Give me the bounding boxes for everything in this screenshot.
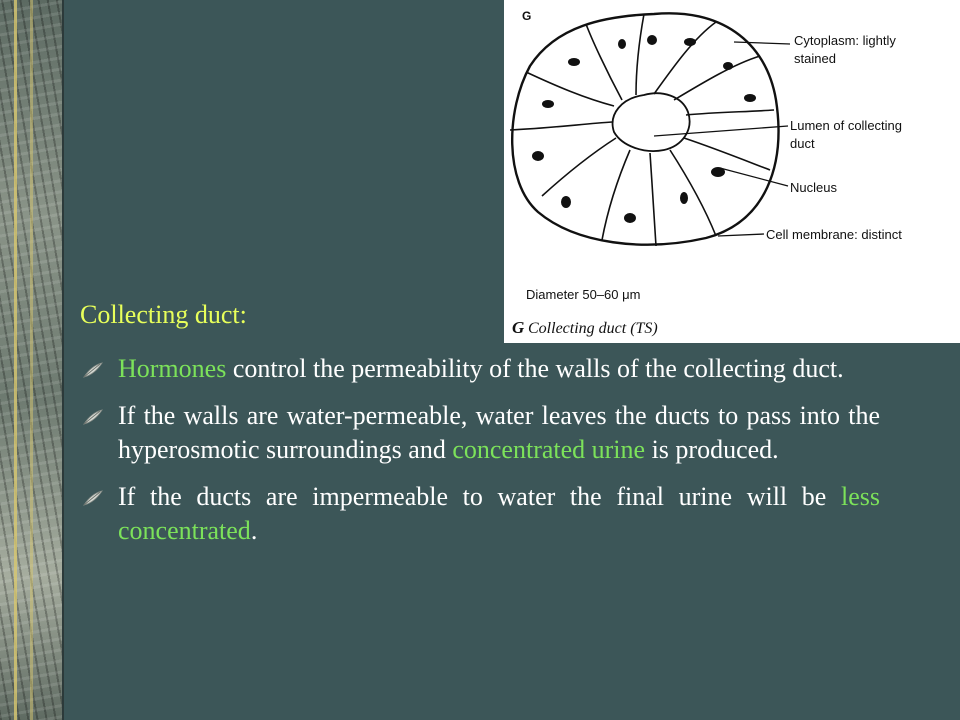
strip-line [30,0,33,720]
cell-nuclei [532,35,756,223]
bullet-text-hl: concentrated urine [452,435,646,464]
decorative-side-strip [0,0,64,720]
bullet-text: is produced. [645,435,779,464]
cell-membrane-label: Cell membrane: distinct [766,227,902,242]
label-leader-lines [654,42,790,236]
strip-line [14,0,17,720]
panel-letter: G [522,9,532,23]
feather-bullet-icon [82,408,104,426]
bullet-item [80,480,880,548]
cytoplasm-label-line2: stained [794,51,836,66]
bullet-text: control the permeability of the walls of the collecting duct. [226,354,844,383]
feather-bullet-icon [82,489,104,507]
diameter-label: Diameter 50–60 μm [526,287,641,302]
lumen-label-line1: Lumen of collecting [790,118,903,133]
bullet-text: . [250,516,258,545]
cytoplasm-label-line1: Cytoplasm: lightly [794,33,896,48]
bullet-text-hl: less concentrated [118,482,880,545]
bullet-text: If the ducts are impermeable to water the final urine will be [118,482,841,511]
slide-heading: Collecting duct: [80,300,247,329]
nucleus-label: Nucleus [790,180,837,195]
lumen-label-line2: duct [790,136,815,151]
caption-text: Collecting duct (TS) [528,320,658,337]
caption-letter: G [512,318,525,337]
bullet-list [80,352,880,561]
duct-cross-section-svg [504,0,960,343]
bullet-text: If the walls are water-permeable, water leaves the ducts to pass into the hyperosmotic surroundings and [118,401,880,464]
bullet-text-hl: Hormones [118,354,227,383]
duct-outer-wall [512,13,778,244]
bullet-item [80,352,880,386]
feather-bullet-icon [82,361,104,379]
duct-lumen [613,93,690,151]
collecting-duct-diagram [504,0,960,343]
bullet-item [80,399,880,467]
